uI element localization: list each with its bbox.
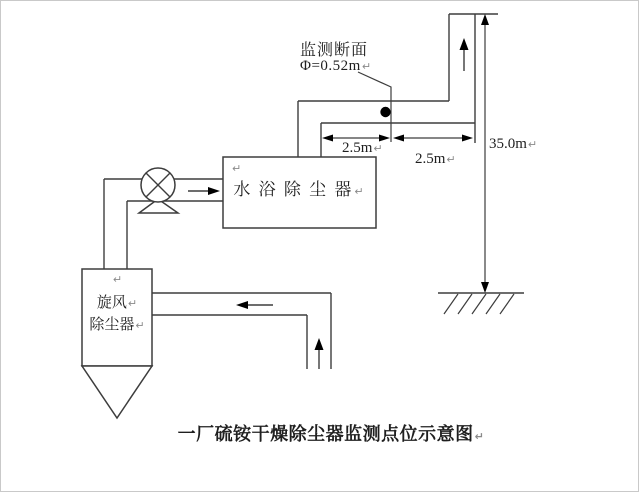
return-mark: ↵ [127, 297, 138, 310]
dimension-right-label [415, 151, 456, 168]
water-bath-scrubber-label [223, 175, 376, 200]
cyclone-label-line1 [82, 291, 152, 312]
monitoring-section-label: 监测断面 [300, 42, 369, 59]
dimension-left-value: 2.5m [342, 140, 373, 156]
monitoring-diameter-value: Φ=0.52m [300, 58, 361, 74]
return-mark: ↵ [354, 185, 366, 198]
return-mark: ↵ [474, 430, 485, 443]
return-mark: ↵ [361, 60, 372, 73]
riser-flow-up-arrow-icon [315, 338, 324, 369]
monitoring-point-dot-icon [380, 107, 390, 117]
cyclone-label-line2 [82, 313, 152, 334]
dimension-left-label [342, 140, 383, 157]
stack-height-label [489, 136, 537, 153]
return-mark: ↵ [446, 153, 456, 166]
fan-icon [139, 168, 178, 213]
cyclone-label-area [82, 269, 152, 366]
cyclone-funnel-icon [82, 366, 152, 418]
return-mark: ↵ [135, 319, 145, 332]
fan-outlet-flow-arrow-icon [188, 187, 220, 195]
dimension-right-2-5m [393, 135, 473, 142]
monitoring-diameter-label [300, 58, 372, 75]
stack-height-dimension [481, 14, 489, 293]
return-mark: ↵ [373, 142, 383, 155]
return-mark: ↵ [527, 138, 538, 151]
figure-title [151, 420, 511, 446]
cyclone-text-line1: 旋风 [96, 295, 127, 311]
cyclone-text-line2: 除尘器 [89, 317, 135, 333]
bottom-duct-flow-left-arrow-icon [236, 301, 273, 309]
return-mark: ↵ [232, 162, 242, 175]
water-bath-scrubber-text: 水 浴 除 尘 器 [233, 180, 354, 199]
stack-height-value: 35.0m [489, 136, 527, 152]
ground-hatching-icon [438, 293, 524, 314]
stack-flow-up-arrow-icon [460, 38, 469, 71]
figure-title-text: 一厂硫铵干燥除尘器监测点位示意图 [177, 424, 474, 444]
dimension-right-value: 2.5m [415, 151, 446, 167]
return-mark: ↵ [112, 273, 123, 286]
water-bath-scrubber-label-area [223, 157, 376, 228]
